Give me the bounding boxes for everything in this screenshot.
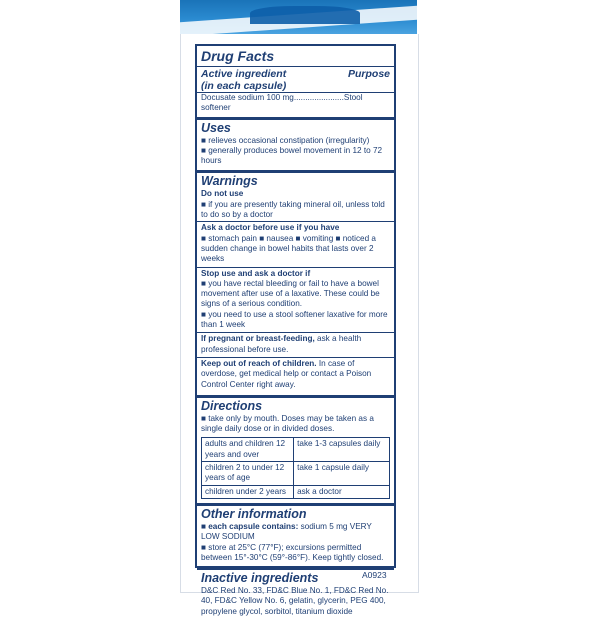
age-cell: children under 2 years	[202, 485, 294, 498]
dosage-table	[201, 437, 390, 498]
dose-cell: take 1 capsule daily	[294, 462, 390, 486]
stop-use-text: ■ you have rectal bleeding or fail to have a bowel movement after use of a laxative. These could be signs of a serious condition.	[201, 278, 380, 309]
brand-logo-edge	[250, 6, 360, 24]
table-row	[202, 438, 390, 462]
uses-item: ■ relieves occasional constipation (irregularity)	[201, 135, 370, 145]
active-ingredient-subheader: (in each capsule)	[201, 80, 287, 92]
table-row	[202, 485, 390, 498]
active-ingredient-section	[197, 66, 394, 115]
pregnant-warning-bold: If pregnant or breast-feeding,	[201, 334, 315, 344]
package-code: A0923	[362, 570, 387, 580]
other-info-header: Other information	[201, 506, 307, 521]
directions-header: Directions	[201, 398, 263, 413]
do-not-use-header: Do not use	[201, 189, 244, 199]
warnings-header: Warnings	[201, 174, 258, 189]
each-capsule-bold: ■ each capsule contains:	[201, 521, 299, 531]
directions-intro: ■ take only by mouth. Doses may be taken as a single daily dose or in divided doses.	[201, 413, 374, 434]
drug-facts-title: Drug Facts	[201, 48, 275, 64]
dose-cell: ask a doctor	[294, 485, 390, 498]
keep-out-text: In case of overdose, get medical help or contact a Poison Control Center right away.	[201, 358, 372, 389]
uses-item: ■ generally produces bowel movement in 12 to 72 hours	[201, 145, 383, 166]
do-not-use-text: ■ if you are presently taking mineral oil, unless told to do so by a doctor	[201, 199, 385, 220]
uses-section	[197, 117, 394, 169]
stop-use-text: ■ you need to use a stool softener laxative for more than 1 week	[201, 309, 388, 330]
uses-header: Uses	[201, 120, 231, 135]
dose-cell: take 1-3 capsules daily	[294, 438, 390, 462]
package-top-strip	[180, 0, 417, 34]
purpose-header: Purpose	[347, 68, 390, 80]
age-cell: adults and children 12 years and over	[202, 438, 294, 462]
directions-section	[197, 395, 394, 501]
pregnant-warning-text: ask a health professional before use.	[201, 334, 362, 354]
inactive-ingredients-text: D&C Red No. 33, FD&C Blue No. 1, FD&C Red No. 40, FD&C Yellow No. 6, gelatin, glycerin, PEG 400, propylene glycol, sorbitol, titanium dioxide	[201, 586, 389, 616]
other-info-section	[197, 503, 394, 565]
age-cell: children 2 to under 12 years of age	[202, 462, 294, 486]
table-row	[202, 462, 390, 486]
warnings-section	[197, 170, 394, 392]
each-capsule-text: sodium 5 mg VERY LOW SODIUM	[201, 521, 372, 542]
ask-doctor-text: ■ stomach pain ■ nausea ■ vomiting ■ noticed a sudden change in bowel habits that lasts over 2 weeks	[201, 233, 376, 264]
keep-out-bold: Keep out of reach of children.	[201, 358, 317, 368]
inactive-ingredients-header: Inactive ingredients	[201, 571, 319, 586]
stop-use-header: Stop use and ask a doctor if	[201, 268, 311, 278]
storage-text: ■ store at 25°C (77°F); excursions permitted between 15°-30°C (59°-86°F). Keep tightly closed.	[201, 542, 384, 562]
ask-doctor-header: Ask a doctor before use if you have	[201, 223, 340, 233]
active-ingredient-header: Active ingredient	[201, 68, 287, 80]
ingredient-line: Docusate sodium 100 mg......................Stool softener	[197, 92, 394, 114]
